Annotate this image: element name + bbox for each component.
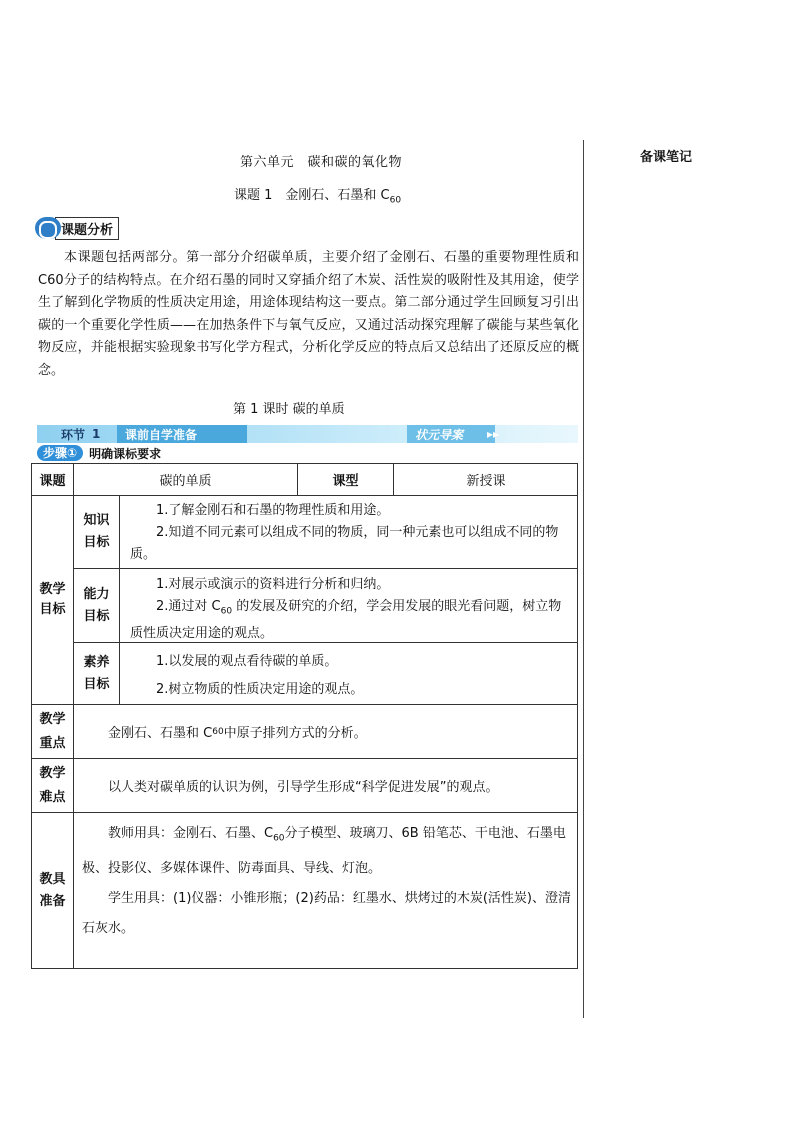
banner-brand-label: 状元导案: [415, 427, 464, 442]
goal-knowledge-line-1: 1.了解金刚石和石墨的物理性质和用途。: [156, 503, 390, 518]
topic-value: 碳的单质: [74, 464, 298, 496]
lesson-plan-table: [31, 463, 578, 969]
lesson-title-text: 课题 1 金刚石、石墨和 C: [234, 188, 390, 203]
goal-literacy-line-2: 2.树立物质的性质决定用途的观点。: [156, 682, 364, 697]
key-header: [32, 705, 74, 759]
banner-link-number: 1: [92, 427, 101, 441]
margin-divider: [583, 140, 584, 1018]
lesson-title-subscript: 60: [389, 195, 402, 206]
topic-header: 课题: [32, 464, 74, 496]
goal-label-knowledge: [74, 496, 120, 569]
goal-ability-line-2: [130, 596, 572, 645]
difficulty-header: [32, 759, 74, 813]
tools-header: [32, 813, 74, 968]
key-header-text: 教学重点: [39, 711, 66, 751]
period-title: 第 1 课时 碳的单质: [233, 402, 345, 417]
step-pill: 步骤①: [37, 445, 83, 461]
goals-header-text: 教学目标: [39, 582, 66, 617]
analysis-paragraph: 本课题包括两部分。第一部分介绍碳单质，主要介绍了金刚石、石墨的重要物理性质和C60分子的结构特点。在介绍石墨的同时又穿插介绍了木炭、活性炭的吸附性及其用途，使学生了解到化学物质的性质决定用途，用途体现结构这一要点。第二部分通过学生回顾复习引出碳的一个重要化学性质——在加热条件下与氧气反应，又通过活动探究理解了碳能与某些氧化物反应，并能根据实验现象书写化学方程式，分析化学反应的特点后又总结出了还原反应的概念。: [38, 250, 579, 378]
difficulty-text: 以人类对碳单质的认识为例，引导学生形成“科学促进发展”的观点。: [108, 780, 499, 795]
goals-header: [32, 496, 74, 705]
analysis-badge-label: 课题分析: [55, 217, 119, 240]
tools-content: [74, 813, 578, 968]
goal-ability-line-2a: 2.通过对 C: [156, 599, 221, 614]
difficulty-header-text: 教学难点: [39, 765, 66, 805]
goal-label-ability-text: 能力目标: [83, 586, 110, 624]
tools-header-text: 教具准备: [39, 871, 66, 909]
step-label: 明确课标要求: [89, 446, 162, 461]
goal-literacy-content: [120, 643, 578, 705]
banner-section-label: 课前自学准备: [125, 427, 198, 442]
tools-teacher-b: 分子模型、玻璃刀、6B 铅笔芯、干电池、石墨电极、投影仪、多媒体课件、防毒面具、导线、灯泡。: [82, 826, 566, 876]
goal-label-knowledge-text: 知识目标: [83, 513, 110, 550]
key-text-sub: 60: [212, 726, 224, 737]
analysis-badge: [35, 216, 119, 240]
goal-knowledge-content: [120, 496, 578, 569]
tools-teacher: [82, 819, 572, 884]
goal-knowledge-line-2: 2.知道不同元素可以组成不同的物质，同一种元素也可以组成不同的物质。: [130, 525, 559, 562]
key-content: [74, 705, 578, 759]
key-text-a: 金刚石、石墨和 C: [108, 726, 213, 741]
goal-label-literacy-text: 素养目标: [83, 654, 110, 692]
analysis-paragraph-block: [38, 247, 579, 382]
notes-column-title: 备课笔记: [640, 150, 693, 165]
tools-teacher-a: 教师用具：金刚石、石墨、C: [108, 826, 274, 841]
tools-teacher-sub: 60: [273, 833, 285, 844]
unit-title: 第六单元 碳和碳的氧化物: [240, 155, 403, 170]
type-header: 课型: [298, 464, 394, 496]
difficulty-content: [74, 759, 578, 813]
goal-label-literacy: [74, 643, 120, 705]
goal-label-ability: [74, 569, 120, 643]
badge-icon: [35, 217, 61, 239]
goal-ability-sub: 60: [220, 606, 233, 617]
banner-arrow-icon: ▸▸: [487, 427, 500, 441]
type-value: 新授课: [394, 464, 578, 496]
tools-student: 学生用具：(1)仪器：小锥形瓶；(2)药品：红墨水、烘烤过的木炭(活性炭)、澄清石灰水。: [82, 890, 571, 936]
banner-link-label: 环节: [61, 427, 86, 442]
goal-literacy-line-1: 1.以发展的观点看待碳的单质。: [156, 654, 338, 669]
key-text-b: 中原子排列方式的分析。: [223, 726, 367, 741]
goal-ability-line-2b: 的发展及研究的介绍，学会用发展的眼光看问题，树立物质性质决定用途的观点。: [130, 599, 562, 641]
goal-ability-content: [120, 569, 578, 643]
section-banner: [37, 425, 578, 443]
step-row: [37, 445, 161, 461]
lesson-title: [234, 184, 401, 206]
goal-ability-line-1: 1.对展示或演示的资料进行分析和归纳。: [156, 577, 390, 592]
